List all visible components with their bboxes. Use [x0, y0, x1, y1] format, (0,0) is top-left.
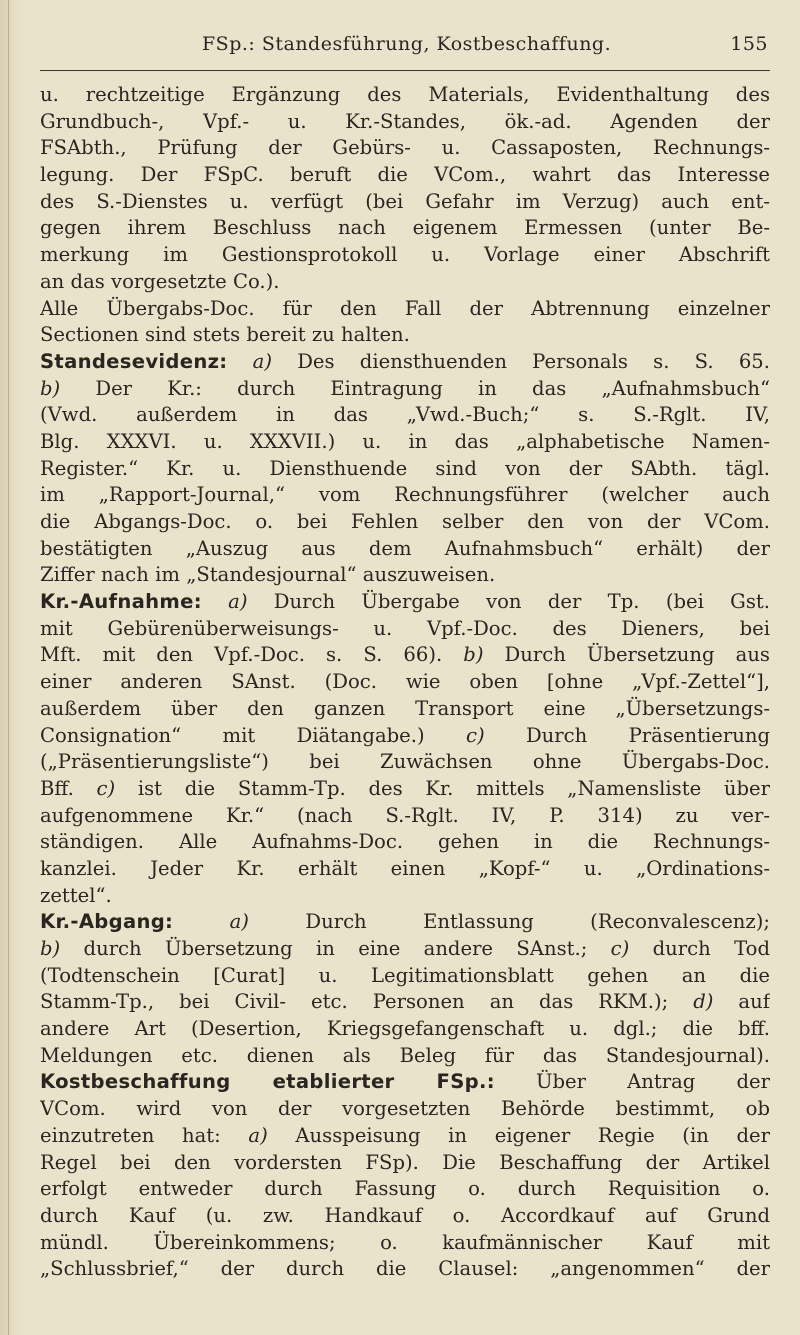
text-line	[40, 776, 770, 803]
line-text: „Schlussbrief,“ der durch die Clausel: „angenommen“ der	[40, 1257, 770, 1281]
line-text: zettel“.	[40, 883, 112, 907]
text-line	[40, 562, 770, 589]
text-line	[40, 829, 770, 856]
text-line	[40, 509, 770, 536]
text-line	[40, 883, 770, 910]
text-line	[40, 376, 770, 403]
text-line	[40, 696, 770, 723]
text-line	[40, 135, 770, 162]
header-rule	[40, 70, 770, 71]
line-text: b) durch Übersetzung in eine andere SAnst.; c) durch Tod	[40, 937, 770, 960]
line-text: Grundbuch-, Vpf.- u. Kr.-Standes, ök.-ad. Agenden der	[40, 109, 770, 133]
text-line	[40, 109, 770, 136]
text-line	[40, 296, 770, 323]
text-line	[40, 936, 770, 963]
text-line	[40, 1256, 770, 1283]
text-line	[40, 269, 770, 296]
line-text: (Todtenschein [Curat] u. Legitimationsblatt gehen an die	[40, 963, 770, 987]
text-line	[40, 909, 770, 936]
line-text: Stamm-Tp., bei Civil- etc. Personen an das RKM.); d) auf	[40, 990, 770, 1014]
text-line	[40, 1069, 770, 1096]
text-line	[40, 1230, 770, 1257]
text-line	[40, 1123, 770, 1150]
text-line	[40, 803, 770, 830]
text-line	[40, 1176, 770, 1203]
line-text: Register.“ Kr. u. Diensthuende sind von der SAbth. tägl.	[40, 456, 770, 480]
gutter-edge	[8, 0, 9, 1335]
line-text: VCom. wird von der vorgesetzten Behörde bestimmt, ob	[40, 1097, 770, 1121]
line-text: a) Des diensthuenden Personals s. S. 65.	[252, 349, 770, 373]
text-line	[40, 215, 770, 242]
text-line	[40, 669, 770, 696]
text-line	[40, 482, 770, 509]
line-text: Blg. XXXVI. u. XXXVII.) u. in das „alphabetische Namen-	[40, 429, 770, 453]
line-text: außerdem über den ganzen Transport eine „Übersetzungs-	[40, 696, 770, 720]
text-line	[40, 322, 770, 349]
line-text: einer anderen SAnst. (Doc. wie oben [ohne „Vpf.-Zettel“],	[40, 670, 770, 694]
line-text: a) Durch Entlassung (Reconvalescenz);	[229, 910, 770, 934]
text-line	[40, 402, 770, 429]
line-text: merkung im Gestionsprotokoll u. Vorlage einer Abschrift	[40, 243, 770, 267]
line-text: Über Antrag der	[494, 1070, 770, 1094]
line-text: FSAbth., Prüfung der Gebürs- u. Cassaposten, Rechnungs-	[40, 136, 770, 160]
line-text: legung. Der FSpC. beruft die VCom., wahrt das Interesse	[40, 163, 770, 187]
text-line	[40, 1203, 770, 1230]
text-line	[40, 642, 770, 669]
running-title: FSp.: Standesführung, Kostbeschaffung.	[202, 33, 612, 55]
text-line	[40, 1016, 770, 1043]
line-text: gegen ihrem Beschluss nach eigenem Ermessen (unter Be-	[40, 216, 770, 240]
page-number: 155	[730, 33, 768, 55]
text-line	[40, 456, 770, 483]
text-line	[40, 963, 770, 990]
line-text: bestätigten „Auszug aus dem Aufnahmsbuch“ erhält) der	[40, 536, 770, 560]
text-line	[40, 349, 770, 376]
text-line	[40, 749, 770, 776]
text-line	[40, 1043, 770, 1070]
line-text: Ziffer nach im „Standesjournal“ auszuweisen.	[40, 563, 496, 587]
line-text: Bff. c) ist die Stamm-Tp. des Kr. mittels „Namensliste über	[40, 776, 770, 800]
text-line	[40, 429, 770, 456]
line-text: Consignation“ mit Diätangabe.) c) Durch Präsentierung	[40, 723, 770, 747]
section-heading: Kr.-Aufnahme:	[40, 590, 202, 614]
text-line	[40, 723, 770, 750]
text-line	[40, 82, 770, 109]
running-header	[40, 33, 770, 61]
line-text: mit Gebürenüberweisungs- u. Vpf.-Doc. des Dieners, bei	[40, 616, 770, 640]
text-line	[40, 616, 770, 643]
line-text: kanzlei. Jeder Kr. erhält einen „Kopf-“ u. „Ordinations-	[40, 856, 770, 880]
line-text: Alle Übergabs-Doc. für den Fall der Abtrennung einzelner	[40, 296, 770, 320]
line-text: durch Kauf (u. zw. Handkauf o. Accordkauf auf Grund	[40, 1203, 770, 1227]
line-text: („Präsentierungsliste“) bei Zuwächsen ohne Übergabs-Doc.	[40, 750, 770, 774]
line-text: mündl. Übereinkommens; o. kaufmännischer Kauf mit	[40, 1230, 770, 1254]
line-text: b) Der Kr.: durch Eintragung in das „Aufnahmsbuch“	[40, 376, 770, 400]
line-text: an das vorgesetzte Co.).	[40, 269, 280, 293]
line-text: Regel bei den vordersten FSp). Die Beschaffung der Artikel	[40, 1150, 770, 1174]
text-line	[40, 856, 770, 883]
line-text: Sectionen sind stets bereit zu halten.	[40, 323, 410, 347]
line-text: a) Durch Übergabe von der Tp. (bei Gst.	[228, 590, 770, 614]
text-line	[40, 589, 770, 616]
text-line	[40, 989, 770, 1016]
line-text: einzutreten hat: a) Ausspeisung in eigener Regie (in der	[40, 1123, 770, 1147]
line-text: aufgenommene Kr.“ (nach S.-Rglt. IV, P. 314) zu ver-	[40, 803, 770, 827]
line-text: im „Rapport-Journal,“ vom Rechnungsführer (welcher auch	[40, 483, 770, 507]
line-text: erfolgt entweder durch Fassung o. durch Requisition o.	[40, 1177, 770, 1201]
text-line	[40, 1096, 770, 1123]
page-gutter	[0, 0, 22, 1335]
text-line	[40, 242, 770, 269]
text-line	[40, 536, 770, 563]
line-text: u. rechtzeitige Ergänzung des Materials, Evidenthaltung des	[40, 83, 770, 106]
body-text	[40, 82, 770, 1283]
section-heading: Kostbeschaffung etablierter FSp.:	[40, 1070, 495, 1094]
text-line	[40, 189, 770, 216]
line-text: ständigen. Alle Aufnahms-Doc. gehen in die Rechnungs-	[40, 830, 770, 854]
line-text: Mft. mit den Vpf.-Doc. s. S. 66). b) Durch Übersetzung aus	[40, 643, 770, 667]
line-text: andere Art (Desertion, Kriegsgefangenschaft u. dgl.; die bff.	[40, 1017, 770, 1041]
section-heading: Standesevidenz:	[40, 349, 228, 373]
line-text: die Abgangs-Doc. o. bei Fehlen selber den von der VCom.	[40, 510, 770, 533]
line-text: des S.-Dienstes u. verfügt (bei Gefahr im Verzug) auch ent-	[40, 189, 770, 213]
line-text: Meldungen etc. dienen als Beleg für das Standesjournal).	[40, 1043, 770, 1067]
line-text: (Vwd. außerdem in das „Vwd.-Buch;“ s. S.-Rglt. IV,	[40, 403, 770, 427]
text-line	[40, 1150, 770, 1177]
section-heading: Kr.-Abgang:	[40, 910, 174, 934]
text-line	[40, 162, 770, 189]
